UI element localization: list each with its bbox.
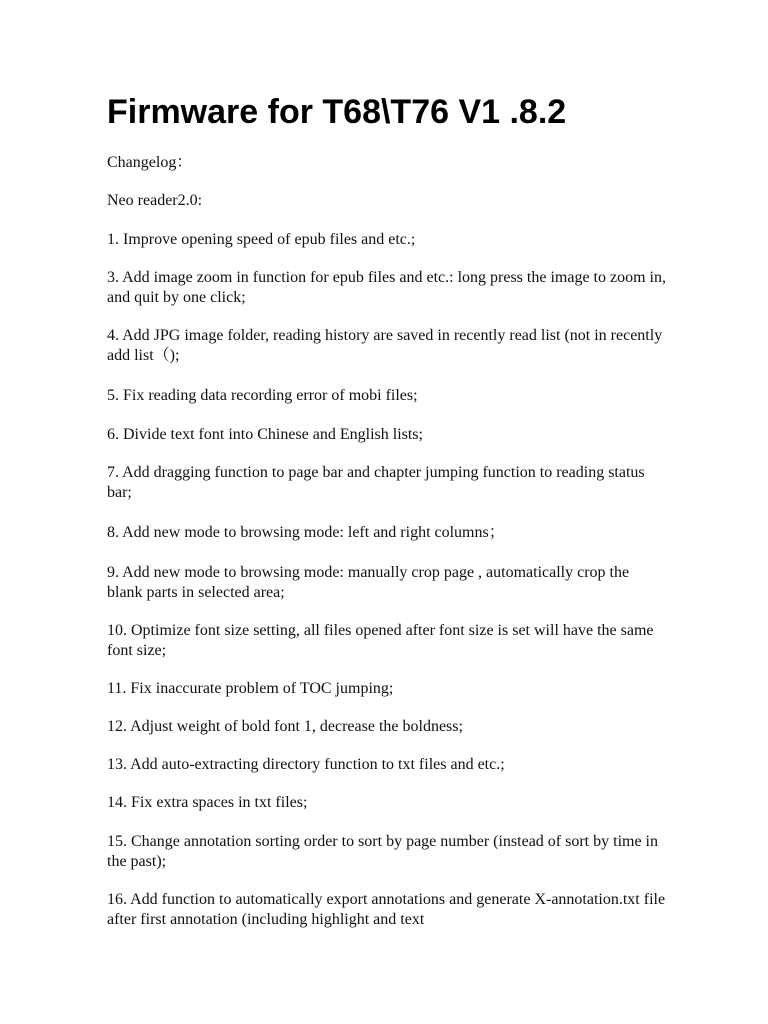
changelog-item-16: 16. Add function to automatically export annotations and generate X-annotation.txt file after first annotation (including highlight and text [107, 891, 666, 928]
changelog-item-15: 15. Change annotation sorting order to sort by page number (instead of sort by time in the past); [107, 833, 658, 870]
changelog-item-1: 1. Improve opening speed of epub files and etc.; [107, 231, 416, 248]
changelog-item-5: 5. Fix reading data recording error of mobi files; [107, 387, 418, 404]
document-title: Firmware for T68\T76 V1 .8.2 [107, 93, 567, 131]
changelog-item-7: 7. Add dragging function to page bar and chapter jumping function to reading status bar; [107, 464, 645, 501]
changelog-item-8: 8. Add new mode to browsing mode: left and right columns； [107, 524, 505, 541]
changelog-heading: Changelog： [107, 154, 193, 171]
changelog-item-12: 12. Adjust weight of bold font 1, decrease the boldness; [107, 718, 463, 735]
changelog-item-14: 14. Fix extra spaces in txt files; [107, 794, 308, 811]
changelog-item-6: 6. Divide text font into Chinese and English lists; [107, 426, 423, 443]
changelog-item-4: 4. Add JPG image folder, reading history are saved in recently read list (not in recently add list（); [107, 327, 663, 364]
changelog-item-11: 11. Fix inaccurate problem of TOC jumping; [107, 680, 394, 697]
changelog-item-10: 10. Optimize font size setting, all files opened after font size is set will have the same font size; [107, 622, 654, 659]
changelog-item-3: 3. Add image zoom in function for epub files and etc.: long press the image to zoom in, and quit by one click; [107, 269, 666, 306]
section-heading-neo-reader: Neo reader2.0: [107, 192, 203, 209]
changelog-item-9: 9. Add new mode to browsing mode: manually crop page , automatically crop the blank parts in selected area; [107, 564, 630, 601]
changelog-item-13: 13. Add auto-extracting directory function to txt files and etc.; [107, 756, 505, 773]
